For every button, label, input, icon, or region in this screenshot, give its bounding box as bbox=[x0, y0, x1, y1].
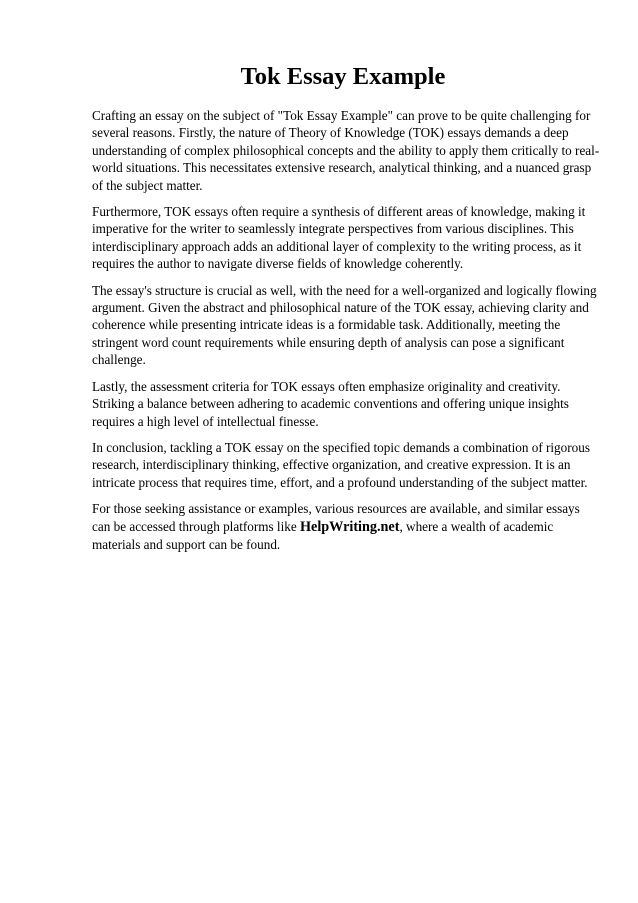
helpwriting-link[interactable]: HelpWriting.net bbox=[300, 518, 400, 535]
resources-text-before: For those seeking assistance or examples, various resources are available, and similar essays can be accessed through platforms like bbox=[92, 501, 580, 534]
paragraph-synthesis: Furthermore, TOK essays often require a synthesis of different areas of knowledge, making it imperative for the writer to seamlessly integrate perspectives from various disciplines. This interdisciplinary approach adds an additional layer of complexity to the writing process, as it requires the author to navigate diverse fields of knowledge coherently. bbox=[92, 204, 586, 272]
paragraph-conclusion: In conclusion, tackling a TOK essay on the specified topic demands a combination of rigorous research, interdisciplinary thinking, effective organization, and creative expression. It is an intricate process that requires time, effort, and a profound understanding of the subject matter. bbox=[92, 439, 590, 490]
paragraph-resources bbox=[92, 500, 600, 553]
paragraph-structure: The essay's structure is crucial as well, with the need for a well-organized and logically flowing argument. Given the abstract and philosophical nature of the TOK essay, achieving clarity and coherence while presenting intricate ideas is a formidable task. Additionally, meeting the stringent word count requirements while ensuring depth of analysis can pose a significant challenge. bbox=[92, 282, 597, 368]
paragraph-assessment: Lastly, the assessment criteria for TOK essays often emphasize originality and creativity. Striking a balance between adhering to academic conventions and offering unique insights requires a high level of intellectual finesse. bbox=[92, 378, 569, 429]
document-title: Tok Essay Example bbox=[240, 63, 446, 90]
paragraph-intro: Crafting an essay on the subject of "Tok Essay Example" can prove to be quite challenging for several reasons. Firstly, the nature of Theory of Knowledge (TOK) essays demands a deep understanding of complex philosophical concepts and the ability to apply them critically to real-world situations. This necessitates extensive research, analytical thinking, and a nuanced grasp of the subject matter. bbox=[92, 108, 600, 193]
resources-text-after: , where a wealth of academic materials and support can be found. bbox=[92, 518, 554, 552]
